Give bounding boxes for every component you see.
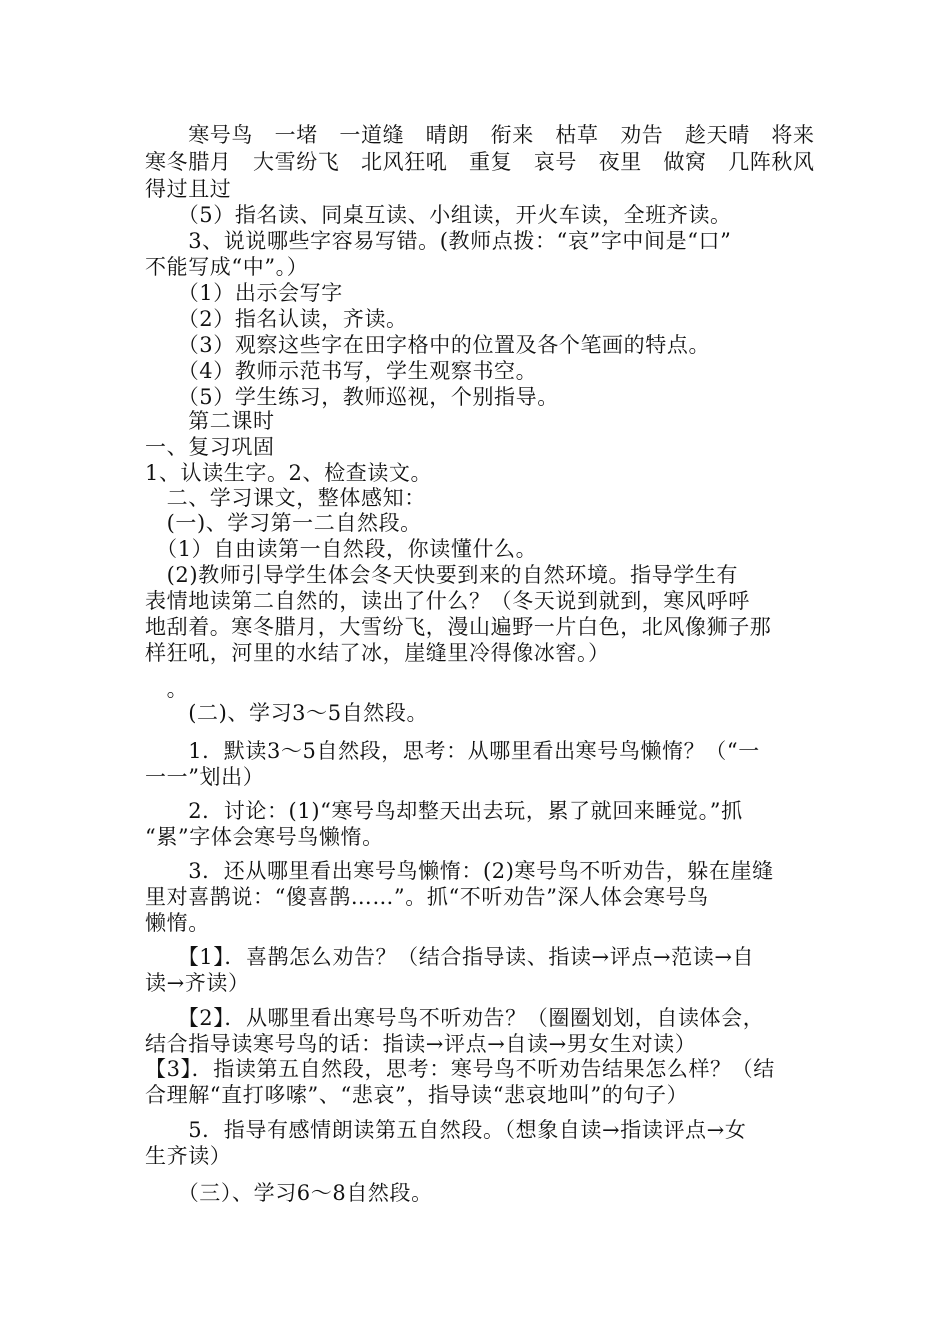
- paragraph-line: 读→齐读）: [145, 971, 250, 995]
- list-item: （3）观察这些字在田字格中的位置及各个笔画的特点。: [145, 333, 711, 357]
- vocab-line-3: 得过且过: [145, 177, 232, 201]
- list-item: （4）教师示范书写，学生观察书空。: [145, 359, 538, 383]
- paragraph-line: 一一”划出）: [145, 765, 265, 789]
- paragraph-line: 1、认读生字。2、检查读文。: [145, 461, 433, 485]
- list-item: （1）自由读第一自然段，你读懂什么。: [145, 537, 538, 561]
- section-heading: （三）、学习6～8自然段。: [145, 1181, 433, 1205]
- paragraph-line: 。: [145, 677, 189, 701]
- paragraph-line: 合理解“直打哆嗦”、“悲哀”，指导读“悲哀地叫”的句子）: [145, 1083, 689, 1107]
- section-heading: 第二课时: [145, 409, 275, 433]
- list-item: （2）指名认读，齐读。: [145, 307, 408, 331]
- paragraph-line: 不能写成“中”。）: [145, 255, 309, 279]
- section-heading: (二)、学习3～5自然段。: [145, 701, 429, 725]
- paragraph-line: 生齐读）: [145, 1144, 232, 1168]
- paragraph-line: (2)教师引导学生体会冬天快要到来的自然环境。指导学生有: [145, 563, 739, 587]
- paragraph-line: 【2】．从哪里看出寒号鸟不听劝告？（圈圈划划，自读体会，: [145, 1006, 765, 1030]
- list-item: （5）学生练习，教师巡视，个别指导。: [145, 385, 559, 409]
- paragraph-line: 里对喜鹊说：“傻喜鹊……”。抓“不听劝告”深人体会寒号鸟: [145, 885, 709, 909]
- paragraph-line: 1．默读3～5自然段，思考：从哪里看出寒号鸟懒惰？（“一: [145, 739, 760, 763]
- paragraph-line: 【1】．喜鹊怎么劝告？（结合指导读、指读→评点→范读→自: [145, 945, 755, 969]
- paragraph-line: 地刮着。寒冬腊月，大雪纷飞，漫山遍野一片白色，北风像狮子那: [145, 615, 772, 639]
- list-item: （1）出示会写字: [145, 281, 343, 305]
- paragraph-line: 5．指导有感情朗读第五自然段。（想象自读→指读评点→女: [145, 1118, 747, 1142]
- paragraph-line: 3、说说哪些字容易写错。(教师点拨：“哀”字中间是“口”: [145, 229, 732, 253]
- vocab-line-2: 寒冬腊月 大雪纷飞 北风狂吼 重复 哀号 夜里 做窝 几阵秋风: [145, 150, 815, 174]
- section-heading: 二、学习课文，整体感知：: [145, 486, 426, 510]
- paragraph-line: 样狂吼，河里的水结了冰，崖缝里冷得像冰窖。）: [145, 641, 610, 665]
- paragraph-line: 结合指导读寒号鸟的话：指读→评点→自读→男女生对读）: [145, 1032, 697, 1056]
- paragraph-line: “累”字体会寒号鸟懒惰。: [145, 825, 384, 849]
- paragraph-line: 表情地读第二自然的，读出了什么？（冬天说到就到，寒风呼呼: [145, 589, 750, 613]
- paragraph-line: 2．讨论：(1)“寒号鸟却整天出去玩，累了就回来睡觉。”抓: [145, 799, 743, 823]
- section-heading: 一、复习巩固: [145, 435, 275, 459]
- paragraph-line: 3．还从哪里看出寒号鸟懒惰：(2)寒号鸟不听劝告，躲在崖缝: [145, 859, 774, 883]
- vocab-line-1: 寒号鸟 一堵 一道缝 晴朗 衔来 枯草 劝告 趁天晴 将来: [145, 123, 815, 147]
- paragraph-line: （5）指名读、同桌互读、小组读，开火车读，全班齐读。: [145, 203, 732, 227]
- section-heading: (一)、学习第一二自然段。: [145, 511, 422, 535]
- paragraph-line: 【3】．指读第五自然段，思考：寒号鸟不听劝告结果怎么样？（结: [145, 1057, 775, 1081]
- paragraph-line: 懒惰。: [145, 911, 210, 935]
